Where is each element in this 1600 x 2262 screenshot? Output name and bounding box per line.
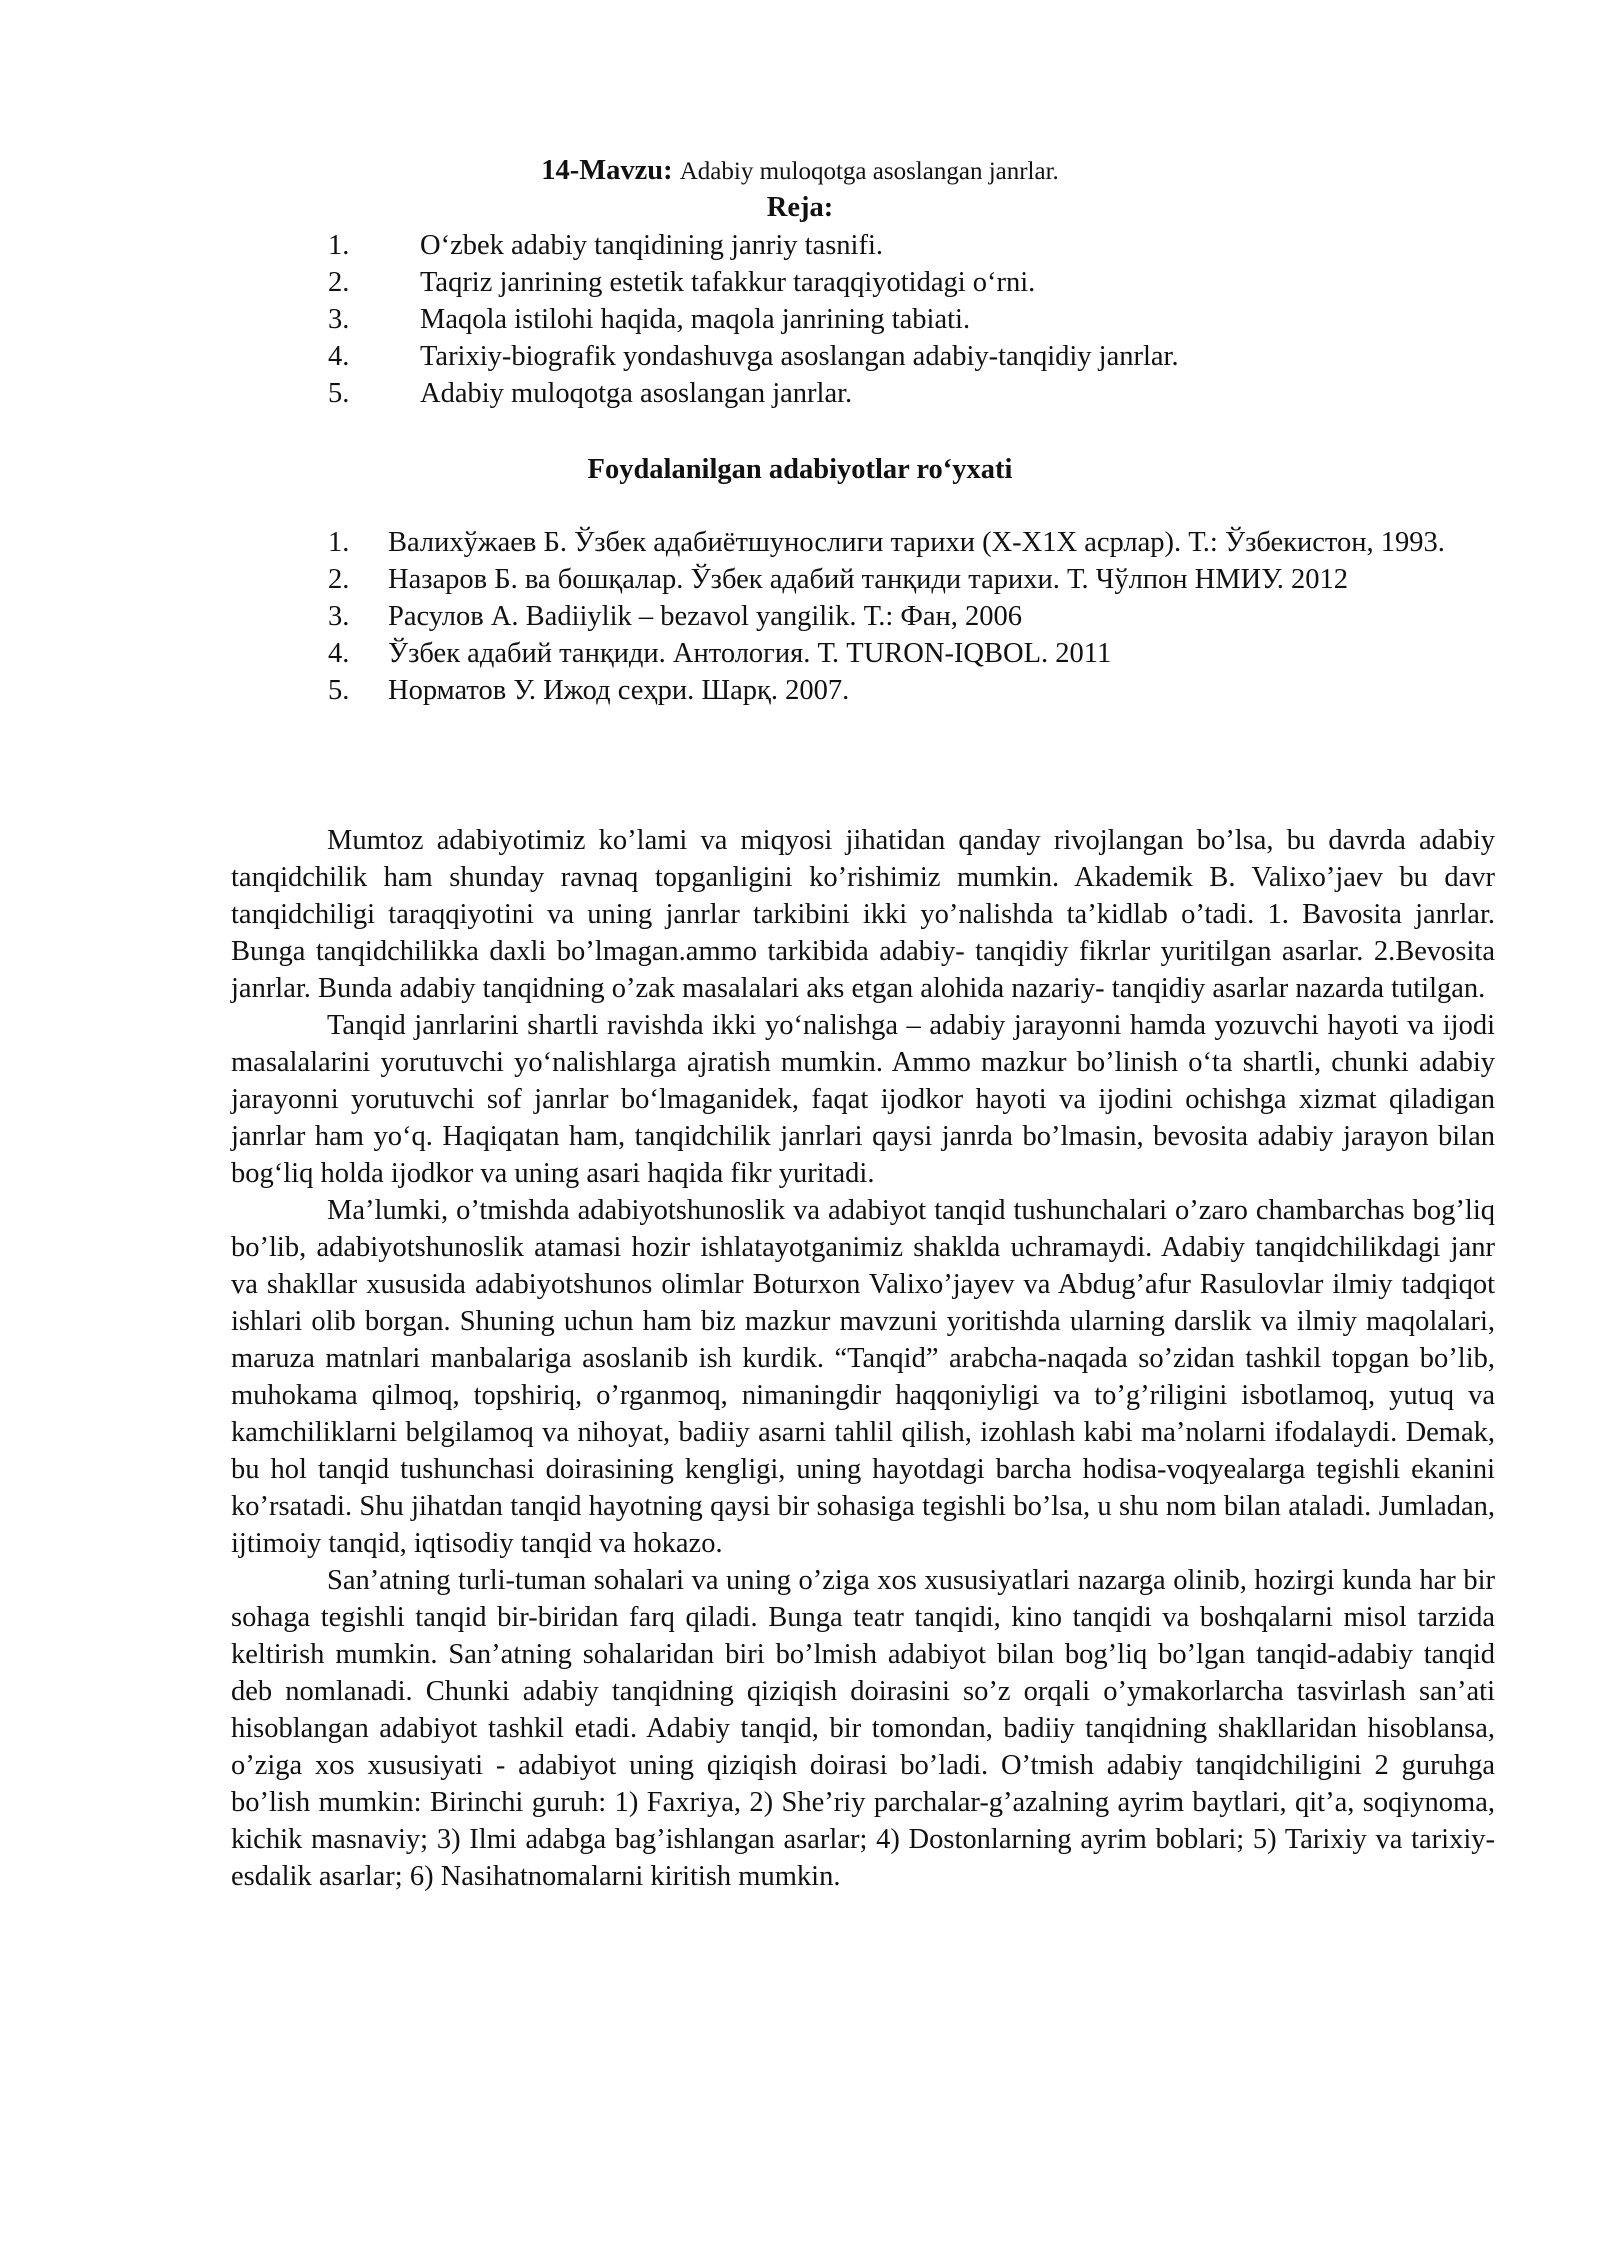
topic-label: 14-Mavzu:	[541, 155, 673, 186]
reference-item	[268, 524, 1495, 561]
plan-heading: Reja:	[766, 192, 834, 223]
plan-item-text: Tarixiy-biografik yondashuvga asoslangan adabiy-tanqidiy janrlar.	[420, 341, 1179, 372]
plan-list	[328, 227, 1179, 412]
plan-item-number: 5.	[328, 378, 350, 409]
topic-heading	[0, 152, 1600, 190]
reference-text: Ўзбек адабий танқиди. Антология. Т. TURON-IQBOL. 2011	[388, 638, 1112, 669]
reference-text: Назаров Б. ва бошқалар. Ўзбек адабий танқиди тарихи. Т. Чўлпон НМИУ. 2012	[388, 564, 1348, 595]
plan-item-text: O‘zbek adabiy tanqidining janriy tasnifi.	[420, 230, 883, 261]
plan-item-number: 4.	[328, 341, 350, 372]
plan-item	[328, 375, 1179, 412]
reference-item	[268, 561, 1495, 598]
reference-text: Валихўжаев Б. Ўзбек адабиётшунослиги тарихи (Х-Х1Х асрлар). Т.: Ўзбекистон, 1993.	[388, 527, 1445, 558]
reference-number: 1.	[328, 527, 350, 558]
paragraph: Mumtoz adabiyotimiz ko’lami va miqyosi jihatidan qanday rivojlangan bo’lsa, bu davrda adabiy tanqidchilik ham shunday ravnaq topganligini ko’rishimiz mumkin. Akademik B. Valixo’jaev bu davr tanqidchiligi taraqqiyotini va uning janrlar tarkibini ikki yo’nalishda ta’kidlab o’tadi. 1. Bavosita janrlar. Bunga tanqidchilikka daxli bo’lmagan.ammo tarkibida adabiy- tanqidiy fikrlar yuritilgan asarlar. 2.Bevosita janrlar. Bunda adabiy tanqidning o’zak masalalari aks etgan alohida nazariy- tanqidiy asarlar nazarda tutilgan.	[231, 825, 1495, 1004]
plan-item-text: Adabiy muloqotga asoslangan janrlar.	[420, 378, 853, 409]
reference-number: 5.	[328, 675, 350, 706]
plan-item-text: Taqriz janrining estetik tafakkur taraqqiyotidagi o‘rni.	[420, 267, 1036, 298]
topic-title: Adabiy muloqotga asoslangan janrlar.	[679, 158, 1059, 185]
paragraph: Tanqid janrlarini shartli ravishda ikki yo‘nalishga – adabiy jarayonni hamda yozuvchi hayoti va ijodi masalalarini yorutuvchi yo‘nalishlarga ajratish mumkin. Ammo mazkur bo’linish o‘ta shartli, chunki adabiy jarayonni yorutuvchi sof janrlar bo‘lmaganidek, faqat ijodkor hayoti va ijodini ochishga xizmat qiladigan janrlar ham yo‘q. Haqiqatan ham, tanqidchilik janrlari qaysi janrda bo’lmasin, bevosita adabiy jarayon bilan bog‘liq holda ijodkor va uning asari haqida fikr yuritadi.	[231, 1010, 1495, 1189]
reference-text: Норматов У. Ижод сеҳри. Шарқ. 2007.	[388, 675, 850, 706]
reference-number: 2.	[328, 564, 350, 595]
paragraph: Ma’lumki, o’tmishda adabiyotshunoslik va adabiyot tanqid tushunchalari o’zaro chambarchas bog’liq bo’lib, adabiyotshunoslik atamasi hozir ishlatayotganimiz shaklda uchramaydi. Adabiy tanqidchilikdagi janr va shakllar xususida adabiyotshunos olimlar Boturxon Valixo’jayev va Abdug’afur Rasulovlar ilmiy tadqiqot ishlari olib borgan. Shuning uchun ham biz mazkur mavzuni yoritishda ularning darslik va ilmiy maqolalari, maruza matnlari manbalariga asoslanib ish kurdik. “Tanqid” arabcha-naqada so’zidan tashkil topgan bo’lib, muhokama qilmoq, topshiriq, o’rganmoq, nimaningdir haqqoniyligi va to’g’riligini isbotlamoq, yutuq va kamchiliklarni belgilamoq va nihoyat, badiiy asarni tahlil qilish, izohlash kabi ma’nolarni ifodalaydi. Demak, bu hol tanqid tushunchasi doirasining kengligi, uning hayotdagi barcha hodisa-voqyealarga tegishli ekanini ko’rsatadi. Shu jihatdan tanqid hayotning qaysi bir sohasiga tegishli bo’lsa, u shu nom bilan ataladi. Jumladan, ijtimoiy tanqid, iqtisodiy tanqid va hokazo.	[231, 1195, 1495, 1559]
reference-item	[268, 598, 1495, 635]
plan-item-number: 1.	[328, 230, 350, 261]
body-text	[231, 822, 1495, 1895]
reference-item	[268, 635, 1495, 672]
plan-item	[328, 338, 1179, 375]
paragraph: San’atning turli-tuman sohalari va uning o’ziga xos xususiyatlari nazarga olinib, hozirgi kunda har bir sohaga tegishli tanqid bir-biridan farq qiladi. Bunga teatr tanqidi, kino tanqidi va boshqalarni misol tarzida keltirish mumkin. San’atning sohalaridan biri bo’lmish adabiyot bilan bog’liq bo’lgan tanqid-adabiy tanqid deb nomlanadi. Chunki adabiy tanqidning qiziqish doirasini so’z orqali o’ymakorlarcha tasvirlash san’ati hisoblangan adabiyot tashkil etadi. Adabiy tanqid, bir tomondan, badiiy tanqidning shakllaridan hisoblansa, o’ziga xos xususiyati - adabiyot uning qiziqish doirasi bo’ladi. O’tmish adabiy tanqidchiligini 2 guruhga bo’lish mumkin: Birinchi guruh: 1) Faxriya, 2) She’riy parchalar-g’azalning ayrim baytlari, qit’a, soqiynoma, kichik masnaviy; 3) Ilmi adabga bag’ishlangan asarlar; 4) Dostonlarning ayrim boblari; 5) Tarixiy va tarixiy-esdalik asarlar; 6) Nasihatnomalarni kiritish mumkin.	[231, 1565, 1495, 1892]
plan-item-number: 2.	[328, 267, 350, 298]
reference-number: 3.	[328, 601, 350, 632]
reference-text: Расулов А. Badiiylik – bezavol yangilik. Т.: Фан, 2006	[388, 601, 1023, 632]
plan-item-text: Maqola istilohi haqida, maqola janrining tabiati.	[420, 304, 971, 335]
plan-item-number: 3.	[328, 304, 350, 335]
plan-item	[328, 301, 1179, 338]
references-heading: Foydalanilgan adabiyotlar ro‘yxati	[587, 454, 1013, 485]
references-list	[268, 524, 1495, 709]
reference-item	[268, 672, 1495, 709]
reference-number: 4.	[328, 638, 350, 669]
plan-item	[328, 227, 1179, 264]
plan-item	[328, 264, 1179, 301]
